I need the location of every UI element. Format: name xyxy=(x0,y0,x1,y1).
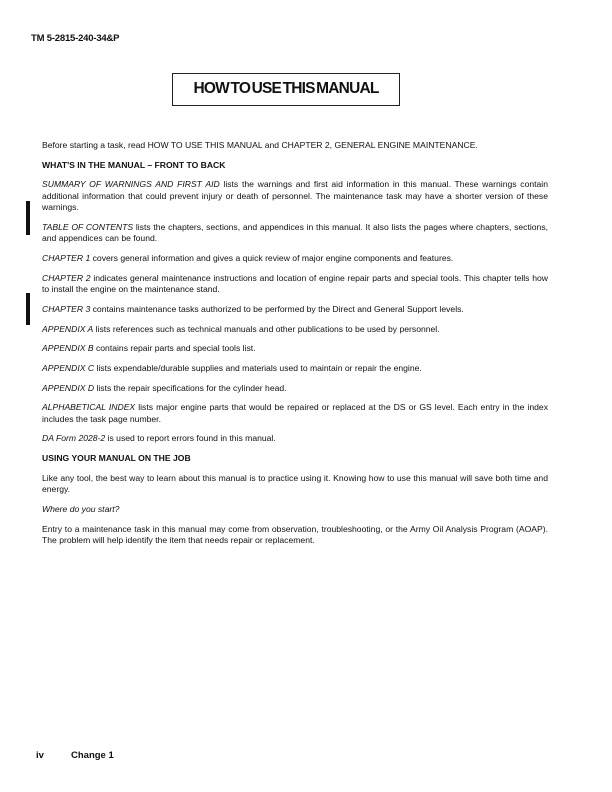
change-bar xyxy=(26,293,30,325)
entry-text: contains maintenance tasks authorized to be performed by the Direct and General Support levels. xyxy=(90,303,464,314)
page-title-box xyxy=(172,73,400,106)
job-paragraph-1: Like any tool, the best way to learn about this manual is to practice using it. Knowing how to use this manual will save both time and energy. xyxy=(42,472,548,495)
job-paragraph-2: Entry to a maintenance task in this manual may come from observation, troubleshooting, or the Army Oil Analysis Program (AOAP). The problem will help identify the item that needs repair or replacement. xyxy=(42,523,548,546)
page-title: HOW TO USE THIS MANUAL xyxy=(193,80,379,97)
entry-lead: SUMMARY OF WARNINGS AND FIRST AID xyxy=(42,179,220,190)
entry-appendix-b xyxy=(42,343,548,354)
entry-text: lists the warnings and first aid information in this manual. These warnings contain additional information that could prevent injury or death of personnel. The maintenance task may have a shorter version of these warnings. xyxy=(42,179,548,213)
entry-lead: APPENDIX B xyxy=(42,343,94,354)
entry-summary-warnings xyxy=(42,179,548,213)
entry-lead: APPENDIX A xyxy=(42,323,94,334)
entry-lead: CHAPTER 1 xyxy=(42,253,91,264)
entry-chapter-2 xyxy=(42,273,548,296)
entry-text: contains repair parts and special tools list. xyxy=(93,343,256,354)
body-content xyxy=(42,140,548,555)
entry-alphabetical-index xyxy=(42,402,548,425)
entry-lead: CHAPTER 3 xyxy=(42,303,91,314)
entry-text: lists major engine parts that would be repaired or replaced at the DS or GS level. Each entry in the index includes the task page number. xyxy=(42,402,548,424)
entry-text: lists the chapters, sections, and appendices in this manual. It also lists the pages where chapters, sections, and appendices can be found. xyxy=(42,221,549,244)
entry-lead: DA Form 2028-2 xyxy=(42,433,106,444)
entry-text: covers general information and gives a quick review of major engine components and features. xyxy=(90,253,454,264)
entry-appendix-c xyxy=(42,363,548,374)
section-heading: USING YOUR MANUAL ON THE JOB xyxy=(42,453,191,464)
entry-lead: TABLE OF CONTENTS xyxy=(42,221,134,232)
change-bar xyxy=(26,201,30,235)
entry-lead: APPENDIX D xyxy=(42,382,95,393)
entry-text: lists references such as technical manuals and other publications to be used by personnel. xyxy=(93,323,440,334)
entry-appendix-a xyxy=(42,324,548,335)
intro-paragraph: Before starting a task, read HOW TO USE THIS MANUAL and CHAPTER 2, GENERAL ENGINE MAINTENANCE. xyxy=(42,140,478,150)
entry-text: lists the repair specifications for the cylinder head. xyxy=(94,382,287,393)
question-subheading: Where do you start? xyxy=(42,503,120,514)
entry-lead: ALPHABETICAL INDEX xyxy=(42,402,136,413)
entry-text: is used to report errors found in this manual. xyxy=(105,433,276,444)
entry-lead: APPENDIX C xyxy=(42,362,95,373)
document-number: TM 5-2815-240-34&P xyxy=(31,33,120,44)
entry-text: indicates general maintenance instructions and location of engine repair parts and special tools. This chapter tells how to install the engine on the maintenance stand. xyxy=(42,272,548,295)
entry-lead: CHAPTER 2 xyxy=(42,272,91,283)
entry-appendix-d xyxy=(42,383,548,394)
page-number: iv xyxy=(36,750,44,761)
entry-chapter-1 xyxy=(42,253,548,264)
entry-table-of-contents xyxy=(42,222,548,245)
entry-da-form xyxy=(42,433,548,444)
change-label: Change 1 xyxy=(71,750,114,761)
section-heading: WHAT'S IN THE MANUAL – FRONT TO BACK xyxy=(42,159,226,170)
entry-chapter-3 xyxy=(42,304,548,315)
entry-text: lists expendable/durable supplies and materials used to maintain or repair the engine. xyxy=(94,362,422,373)
